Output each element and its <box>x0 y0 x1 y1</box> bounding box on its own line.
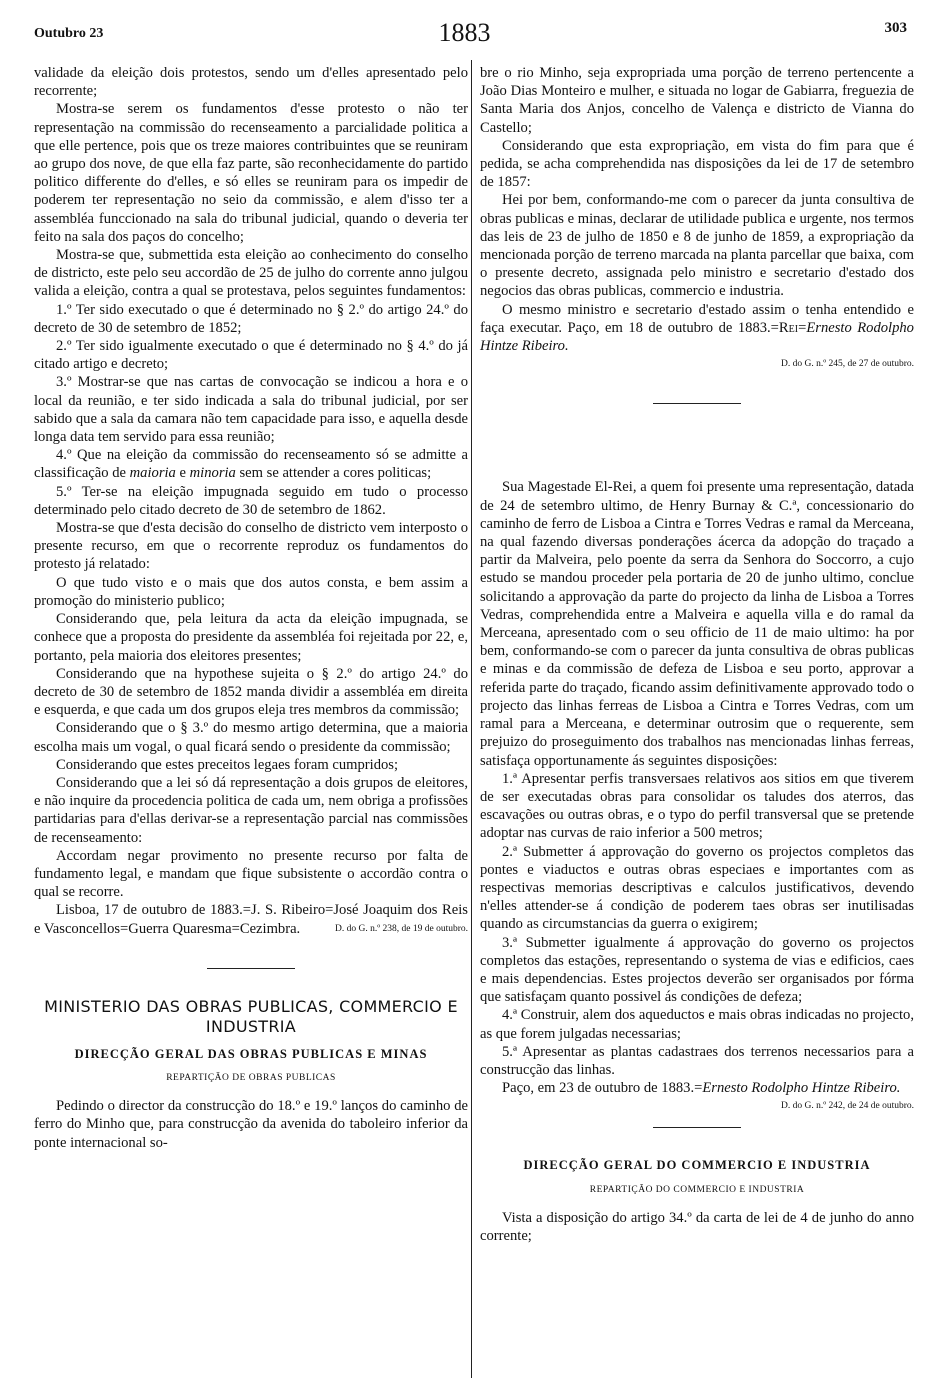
paragraph: O que tudo visto e o mais que dos autos consta, e bem assim a promoção do ministerio publico; <box>34 574 468 609</box>
paragraph <box>34 901 468 937</box>
text-run: = <box>798 319 807 336</box>
paragraph: Considerando que na hypothese sujeita o § 2.º do artigo 24.º do decreto de 30 de setembro de 1852 manda dividir a assembléa em direita e esquerda, e que cada um dos grupos eleja tres membros da commissão; <box>34 665 468 719</box>
text-run: Rei <box>778 319 799 336</box>
direction-heading: DIRECÇÃO GERAL DO COMMERCIO E INDUSTRIA <box>523 1158 871 1173</box>
paragraph <box>34 446 468 482</box>
right-column <box>480 64 914 1245</box>
text-run: O mesmo ministro e secretario d'estado assim o tenha entendido e faça executar. Paço, em 18 de outubro de 1883.= <box>480 301 914 336</box>
ministry-heading: MINISTERIO DAS OBRAS PUBLICAS, COMMERCIO E INDUSTRIA <box>44 996 458 1036</box>
paragraph <box>480 301 914 356</box>
signature-name: Ernesto Rodolpho Hintze Ribeiro. <box>480 319 914 355</box>
gazette-reference: D. do G. n.º 238, de 19 de outubro. <box>334 923 468 934</box>
gazette-reference: D. do G. n.º 242, de 24 de outubro. <box>780 1101 914 1112</box>
paragraph: Mostra-se que, submettida esta eleição ao conhecimento do conselho de districto, este pelo seu accordão de 25 de julho do corrente anno julgou valida a eleição, contra a qual se protestava, pelos seguintes fundamentos: <box>34 247 468 300</box>
text-run: sem se attender a cores politicas; <box>235 465 432 482</box>
page-number: 303 <box>884 20 907 36</box>
paragraph: Considerando que esta expropriação, em vista do fim para que é pedida, se acha comprehendida nas disposições da lei de 17 de setembro de 1857: <box>480 137 914 191</box>
paragraph: Sua Magestade El-Rei, a quem foi presente uma representação, datada de 24 de setembro ultimo, de Henry Burnay & C.ª, concessionario do caminho de ferro de Lisboa a Cintra e Torres Vedras e ramal da Merceana, na qual fazendo diversas ponderações ácerca da adopção do traçado a partir da Malveira, pelo poente da serra da Senhora do Soccorro, a cujo estudo se mandou proceder pela portaria de 20 de junho ultimo, conclue solicitando a approvação da parte do projecto da linha de Lisboa a Torres Vedras, comprehendida entre a Malveira e aquella villa e do ramal da Merceana, apresentado com o seu officio de 11 de maio ultimo: ha por bem, conformando-se com o parecer da junta consultiva de obras publicas e minas e da commissão de defeza de Lisboa e seu porto, approvar a referida parte do traçado, ficando assim definitivamente approvado todo o projecto das linhas ferreas de Lisboa a Cintra e Torres Vedras, com um ramal para a Merceana, e determinar outrosim que o requerente, sem prejuizo do proseguimento dos trabalhos nas mencionadas linhas ferreas, satisfaça opportunamente ás seguintes disposições: <box>480 479 914 769</box>
paragraph: Hei por bem, conformando-me com o parecer da junta consultiva de obras publicas e minas, declarar de utilidade publica e urgente, nos termos das leis de 23 de julho de 1850 e 8 de junho de 1859, a expropriação da mencionada porção de terreno marcada na planta parcellar que baixa, com o presente decreto, assignada pelo ministro e secretario d'estado dos negocios das obras publicas, commercio e industria. <box>480 192 914 300</box>
paragraph <box>480 1079 914 1112</box>
paragraph: Vista a disposição do artigo 34.º da carta de lei de 4 de junho do anno corrente; <box>480 1209 914 1244</box>
column-divider <box>471 60 472 1378</box>
paragraph: validade da eleição dois protestos, sendo um d'elles apresentado pelo recorrente; <box>34 65 468 100</box>
section-separator <box>207 968 295 969</box>
page-header <box>0 0 929 50</box>
paragraph: 1.º Ter sido executado o que é determinado no § 2.º do artigo 24.º do decreto de 30 de setembro de 1852; <box>34 301 468 336</box>
signature-name: Ernesto Rodolpho Hintze Ribeiro. <box>702 1080 901 1097</box>
paragraph: 1.ª Apresentar perfis transversaes relativos aos sitios em que tiverem de ser executadas obras para consolidar os taludes dos aterros, das escavações ou outras obras, e o typo do perfil transversal que se pretende adoptar nas curvas de raio inferior a 500 metros; <box>480 770 914 842</box>
paragraph: Considerando que estes preceitos legaes foram cumpridos; <box>56 756 399 773</box>
text-run: 4.º Que na eleição da commissão do recenseamento só se admitte a classificação de <box>34 447 468 482</box>
text-run: e <box>175 465 190 482</box>
section-separator <box>653 403 741 404</box>
italic-term: minoria <box>189 465 236 482</box>
paragraph: 2.º Ter sido igualmente executado o que é determinado no § 4.º do já citado artigo e decreto; <box>34 338 468 373</box>
direction-heading: DIRECÇÃO GERAL DAS OBRAS PUBLICAS E MINAS <box>74 1046 428 1061</box>
text-run: Lisboa, 17 de outubro de 1883.=J. S. Ribeiro=José Joaquim dos Reis e Vasconcellos=Guerra Quaresma=Cezimbra. <box>34 902 468 937</box>
repartition-heading: REPARTIÇÃO DO COMMERCIO E INDUSTRIA <box>589 1184 805 1195</box>
repartition-heading: REPARTIÇÃO DE OBRAS PUBLICAS <box>166 1072 336 1083</box>
paragraph: Considerando que o § 3.º do mesmo artigo determina, que a maioria escolha mais um vogal, o qual ficará sendo o presidente da commissão; <box>34 720 468 755</box>
spacer <box>480 432 914 478</box>
paragraph: 3.ª Submetter igualmente á approvação do governo os projectos completos das estações, representando o systema de vias e edificios, caes e mais dependencias. Estes projectos deverão ser organisados por fórma que satisfaçam quanto possivel ás condições de defeza; <box>480 934 914 1006</box>
gazette-reference: D. do G. n.º 245, de 27 de outubro. <box>780 359 914 370</box>
paragraph: Pedindo o director da construcção do 18.º e 19.º lanços do caminho de ferro do Minho que, para construcção da avenida do taboleiro inferior da ponte internacional so- <box>34 1098 468 1151</box>
paragraph: 2.ª Submetter á approvação do governo os projectos completos das pontes e viaductos e outras obras especiaes e importantes com as respectivas memorias descriptivas e calculos justificativos, devendo n'elles attender-se á condição de poderem taes obras ser inutilisadas quando as circumstancias da guerra o exigirem; <box>480 843 914 933</box>
paragraph: 5.ª Apresentar as plantas cadastraes dos terrenos necessarios para a construcção das linhas. <box>480 1043 914 1078</box>
header-year: 1883 <box>438 18 491 47</box>
paragraph: 4.ª Construir, alem dos aqueductos e mais obras indicadas no projecto, as que forem julgadas necessarias; <box>480 1007 914 1042</box>
paragraph: 3.º Mostrar-se que nas cartas de convocação se indicou a hora e o local da reunião, e ter sido indicada a sala do tribunal judicial, por ser sabido que a sala da camara não tem capacidade para isso, e aquella desde longa data tem servido para essa reunião; <box>34 374 468 446</box>
header-date: Outubro 23 <box>34 26 104 41</box>
paragraph: Mostra-se que d'esta decisão do conselho de districto vem interposto o presente recurso, em que o recorrente reproduz os fundamentos do protesto já relatado: <box>34 520 468 573</box>
paragraph: Accordam negar provimento no presente recurso por falta de fundamento legal, e mandam que fique subsistente o accordão contra o qual se recorre. <box>34 847 468 901</box>
paragraph: Mostra-se serem os fundamentos d'esse protesto o não ter representação na commissão do recenseamento a parcialidade politica a que elle pertence, pois que os treze maiores contribuintes que se reuniram ao grupo dos nove, de que ella faz parte, são reconhecidamente do partido politico differente do d'elles, e só elles se reuniram para os impedir de poderem ter representação no seio da commissão, e alem d'isso ter a assembléa funccionado na sala do tribunal judicial, quando o deveria ter feito na sala dos paços do concelho; <box>34 101 468 245</box>
italic-term: maioria <box>129 465 176 482</box>
paragraph: bre o rio Minho, seja expropriada uma porção de terreno pertencente a João Dias Monteiro e mulher, e situada no logar de Gabiarra, freguezia de Santa Maria dos Anjos, concelho de Valença e districto de Vianna do Castello; <box>480 65 914 136</box>
section-separator <box>653 1127 741 1128</box>
paragraph: Considerando que, pela leitura da acta da eleição impugnada, se conhece que a proposta do presidente da assembléa foi rejeitada por 22, e, portanto, pela maioria dos eleitores presentes; <box>34 611 468 664</box>
text-run: Paço, em 23 de outubro de 1883.= <box>502 1080 703 1097</box>
paragraph: Considerando que a lei só dá representação a dois grupos de eleitores, e não inquire da procedencia politica de cada um, nem obriga a profissões partidarias para d'ellas derivar-se a representação parcial nas commissões de recenseamento: <box>34 774 468 846</box>
paragraph: 5.º Ter-se na eleição impugnada seguido em tudo o processo determinado pelo citado decreto de 30 de setembro de 1862. <box>34 483 468 518</box>
left-column <box>34 64 468 1152</box>
